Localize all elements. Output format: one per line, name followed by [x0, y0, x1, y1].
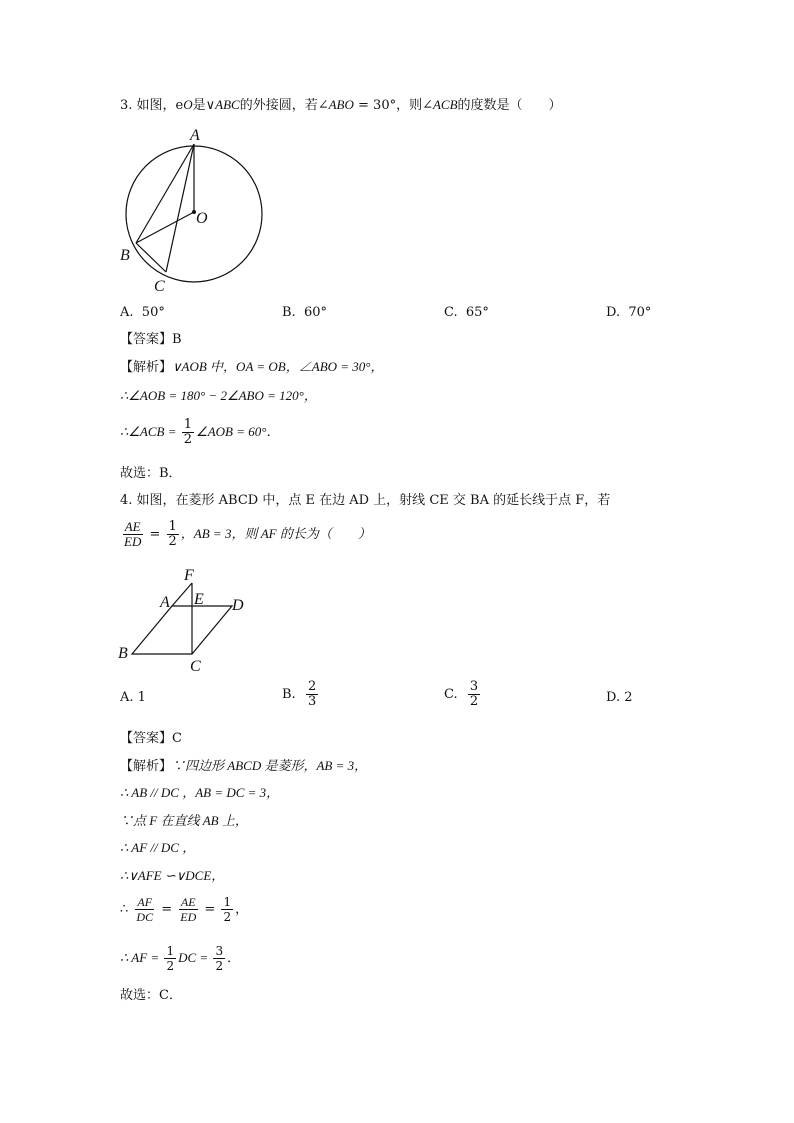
q4-option-c: C. $\frac{3}{2}$: [444, 679, 479, 709]
label-A: A: [160, 594, 170, 611]
q4-analysis-1: 【解析】∵四边形 ABCD 是菱形，AB = 3，: [120, 758, 368, 774]
label-O: O: [196, 210, 208, 227]
rhombus-ABCD: [132, 606, 232, 654]
q3-option-c: C. 65°: [444, 305, 489, 320]
q4-option-b: B. $\frac{2}{3}$: [282, 679, 317, 709]
q3-analysis-3: ∴∠ACB = $\frac{1}{2}$ ∠AOB = 60°．: [120, 417, 280, 447]
q4-option-d: D. 2: [606, 690, 633, 705]
q4-analysis-6: ∴ $\frac{AF}{DC}$ = $\frac{AE}{ED}$ = $\frac{1}{2}$ ，: [120, 895, 249, 924]
q4-stem-line1: 4. 如图，在菱形 ABCD 中，点 E 在边 AD 上，射线 CE 交 BA 的延长线于点 F，若: [120, 493, 611, 508]
segment-AF: [172, 583, 192, 606]
q3-stem-text: 是∨: [192, 98, 216, 113]
q4-analysis-3: ∵点 F 在直线 AB 上，: [120, 813, 248, 828]
label-B: B: [118, 645, 128, 662]
q3-option-a: A. 50°: [120, 305, 165, 320]
q4-analysis-2: ∴ AB // DC ，AB = DC = 3，: [120, 785, 280, 800]
q4-analysis-4: ∴ AF // DC ，: [120, 840, 196, 855]
segment-BC: [136, 243, 166, 272]
q3-option-b: B. 60°: [282, 305, 327, 320]
label-A: A: [190, 127, 200, 144]
q3-stem-ABO: ABO: [328, 97, 354, 112]
label-C: C: [154, 278, 165, 295]
q4-analysis-7: ∴ AF = $\frac{1}{2}$ DC = $\frac{3}{2}$ ．: [120, 944, 241, 973]
q3-stem-text: 的外接圆，若∠: [239, 98, 329, 113]
label-E: E: [194, 591, 204, 608]
q3-stem-text: 的度数是（ ）: [457, 98, 562, 113]
q3-stem-ABC: ABC: [215, 97, 240, 112]
fraction-AE-ED: $\frac{AE}{ED}$: [124, 519, 142, 549]
q3-stem-text: = 30°，则∠: [353, 98, 433, 113]
q3-stem-text: 3. 如图，e: [120, 98, 184, 113]
fraction-one-half: $\frac{1}{2}$: [168, 519, 177, 549]
q3-circle-figure: [110, 122, 280, 297]
q3-analysis-2: ∴∠AOB = 180° − 2∠ABO = 120°，: [120, 388, 317, 403]
label-D: D: [232, 597, 244, 614]
q4-option-a: A. 1: [120, 690, 146, 705]
q4-rhombus-figure: [110, 565, 270, 675]
q3-option-d: D. 70°: [606, 305, 652, 320]
q4-stem-line2: $\frac{AE}{ED}$ = $\frac{1}{2}$ ，AB = 3，则 AF 的长为（ ）: [124, 519, 371, 549]
q3-stem-O: O: [183, 97, 193, 112]
label-B: B: [120, 247, 130, 264]
q4-answer: 【答案】C: [120, 731, 182, 746]
fraction-one-half: $\frac{1}{2}$: [183, 417, 193, 447]
label-C: C: [190, 658, 201, 675]
q3-answer: 【答案】B: [120, 332, 182, 347]
segment-AC: [166, 144, 194, 272]
q4-conclusion: 故选：C．: [120, 988, 182, 1003]
label-F: F: [184, 567, 194, 584]
q4-analysis-5: ∴∨AFE ∽∨DCE，: [120, 868, 225, 883]
q3-stem-ACB: ACB: [432, 97, 458, 112]
q3-conclusion: 故选：B．: [120, 466, 182, 481]
q3-analysis-1: 【解析】∨AOB 中，OA = OB，∠ABO = 30°，: [120, 359, 384, 375]
q3-stem: [120, 96, 562, 115]
